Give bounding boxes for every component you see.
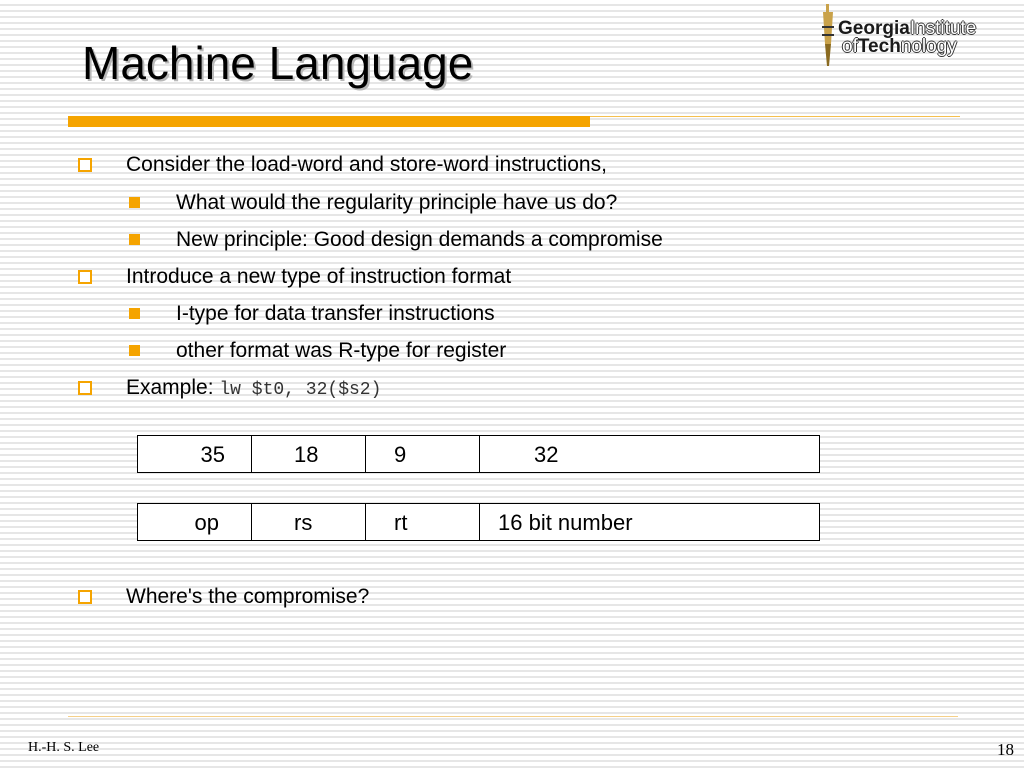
footer-divider <box>68 716 958 717</box>
bullet-text: Introduce a new type of instruction format <box>126 265 512 288</box>
bullet-text: Where's the compromise? <box>126 585 370 608</box>
slide-title: Machine Language <box>82 37 474 89</box>
logo-text-tech: Tech <box>857 36 901 57</box>
instruction-fields-row <box>137 503 820 541</box>
page-number: 18 <box>997 740 1014 759</box>
sub-bullet-text: New principle: Good design demands a compromise <box>176 228 663 251</box>
hollow-square-bullet-icon <box>78 158 92 172</box>
bullet-text: Example: <box>126 376 220 399</box>
sub-bullet-text: I-type for data transfer instructions <box>176 302 495 325</box>
georgia-tech-logo <box>820 4 1020 68</box>
logo-text-institute: Institute <box>909 18 977 39</box>
code-example: lw $t0, 32($s2) <box>219 380 382 400</box>
logo-text-of: of <box>842 36 858 57</box>
sub-bullet-text: What would the regularity principle have us do? <box>176 191 618 214</box>
rs-field-cell: rs <box>252 504 366 540</box>
immediate-value-cell: 32 <box>534 442 559 467</box>
hollow-square-bullet-icon <box>78 381 92 395</box>
title-underline-thin <box>590 116 960 117</box>
logo-text-nology: nology <box>900 36 957 57</box>
filled-square-bullet-icon <box>129 234 140 245</box>
example-line <box>126 375 381 403</box>
filled-square-bullet-icon <box>129 308 140 319</box>
bullet-text: Consider the load-word and store-word instructions, <box>126 153 607 176</box>
rt-value-cell: 9 <box>366 436 480 472</box>
filled-square-bullet-icon <box>129 197 140 208</box>
logo-text-georgia: Georgia <box>838 18 910 39</box>
rt-field-cell: rt <box>366 504 480 540</box>
filled-square-bullet-icon <box>129 345 140 356</box>
footer-author: H.-H. S. Lee <box>28 740 100 755</box>
hollow-square-bullet-icon <box>78 270 92 284</box>
sub-bullet-text: other format was R-type for register <box>176 339 507 362</box>
immediate-field-cell: 16 bit number <box>498 510 633 535</box>
title-underline-bar <box>68 116 590 127</box>
torch-icon <box>820 4 836 68</box>
hollow-square-bullet-icon <box>78 590 92 604</box>
op-field-cell: op <box>138 504 252 540</box>
rs-value-cell: 18 <box>252 436 366 472</box>
op-value-cell: 35 <box>138 436 252 472</box>
instruction-values-row <box>137 435 820 473</box>
